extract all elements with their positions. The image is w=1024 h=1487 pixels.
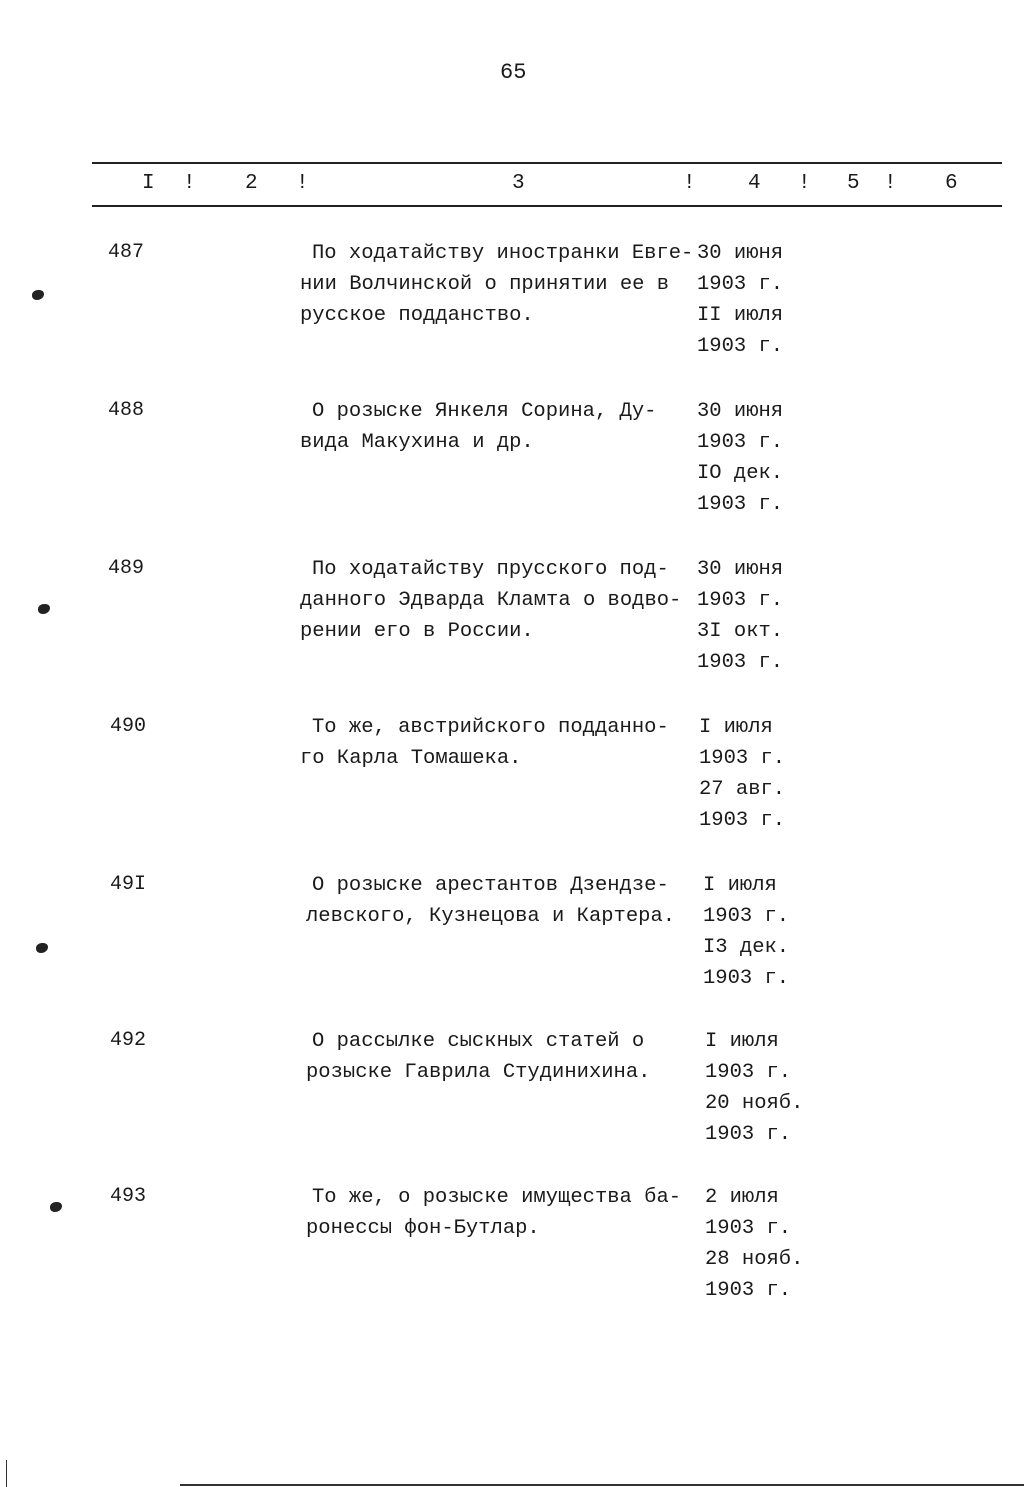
bottom-edge-line	[180, 1484, 1024, 1486]
entry-date-day: 20 нояб.	[705, 1092, 804, 1115]
entry-title-line: русское подданство.	[300, 304, 534, 327]
col-4: 4	[748, 172, 761, 195]
entry-date-year: 1903 г.	[697, 273, 784, 296]
entry-title-line: данного Эдварда Кламта о водво-	[300, 589, 682, 612]
col-5: 5	[847, 172, 860, 195]
col-2: 2	[245, 172, 258, 195]
entry-date-day: 2 июля	[705, 1186, 779, 1209]
entry-date-day: 27 авг.	[699, 778, 786, 801]
entry-title-line: По ходатайству иностранки Евге-	[312, 242, 694, 265]
entry-date-year: 1903 г.	[705, 1279, 792, 1302]
entry-number: 49I	[110, 873, 147, 896]
entry-date-day: I июля	[703, 874, 777, 897]
entry-date-year: 1903 г.	[703, 905, 790, 928]
hole-punch-mark	[38, 604, 50, 614]
page-number: 65	[500, 60, 527, 85]
entry-title-line: левского, Кузнецова и Картера.	[306, 905, 676, 928]
entry-date-day: 28 нояб.	[705, 1248, 804, 1271]
entry-title-line: О рассылке сыскных статей о	[312, 1030, 645, 1053]
entry-date-year: 1903 г.	[699, 747, 786, 770]
entry-date-year: 1903 г.	[697, 493, 784, 516]
col-sep: !	[884, 172, 897, 195]
entry-date-day: I июля	[699, 716, 773, 739]
entry-title-line: О розыске арестантов Дзендзе-	[312, 874, 669, 897]
hole-punch-mark	[32, 290, 44, 300]
entry-title-line: нии Волчинской о принятии ее в	[300, 273, 670, 296]
entry-date-year: 1903 г.	[699, 809, 786, 832]
entry-date-day: 30 июня	[697, 558, 784, 581]
entry-title-line: То же, австрийского подданно-	[312, 716, 669, 739]
entry-date-day: I июля	[705, 1030, 779, 1053]
entry-title-line: вида Макухина и др.	[300, 431, 534, 454]
entry-title-line: ронессы фон-Бутлар.	[306, 1217, 540, 1240]
entry-date-year: 1903 г.	[703, 967, 790, 990]
entry-date-year: 1903 г.	[705, 1123, 792, 1146]
col-sep: !	[683, 172, 696, 195]
entry-date-day: 30 июня	[697, 242, 784, 265]
hole-punch-mark	[50, 1202, 62, 1212]
entry-number: 492	[110, 1029, 147, 1052]
entry-number: 488	[108, 399, 145, 422]
entry-date-day: 3I окт.	[697, 620, 784, 643]
entry-date-year: 1903 г.	[697, 431, 784, 454]
entry-date-year: 1903 г.	[697, 651, 784, 674]
entry-date-day: II июля	[697, 304, 784, 327]
col-sep: !	[798, 172, 811, 195]
entry-number: 490	[110, 715, 147, 738]
entry-date-day: I3 дек.	[703, 936, 790, 959]
entry-number: 493	[110, 1185, 147, 1208]
col-sep: !	[183, 172, 196, 195]
entry-title-line: розыске Гаврила Студинихина.	[306, 1061, 651, 1084]
col-3: 3	[512, 172, 525, 195]
col-sep: !	[296, 172, 309, 195]
entry-date-year: 1903 г.	[697, 335, 784, 358]
entry-date-day: IO дек.	[697, 462, 784, 485]
margin-line	[6, 1460, 7, 1487]
entry-title-line: О розыске Янкеля Сорина, Ду-	[312, 400, 657, 423]
entry-date-year: 1903 г.	[697, 589, 784, 612]
entry-title-line: То же, о розыске имущества ба-	[312, 1186, 682, 1209]
entry-date-year: 1903 г.	[705, 1061, 792, 1084]
entry-date-year: 1903 г.	[705, 1217, 792, 1240]
entry-number: 487	[108, 241, 145, 264]
entry-title-line: рении его в России.	[300, 620, 534, 643]
header-bottom-rule	[92, 205, 1002, 207]
col-1: I	[142, 172, 155, 195]
entry-title-line: По ходатайству прусского под-	[312, 558, 669, 581]
header-top-rule	[92, 162, 1002, 164]
hole-punch-mark	[36, 943, 48, 953]
entry-title-line: го Карла Томашека.	[300, 747, 522, 770]
entry-number: 489	[108, 557, 145, 580]
entry-date-day: 30 июня	[697, 400, 784, 423]
col-6: 6	[945, 172, 958, 195]
